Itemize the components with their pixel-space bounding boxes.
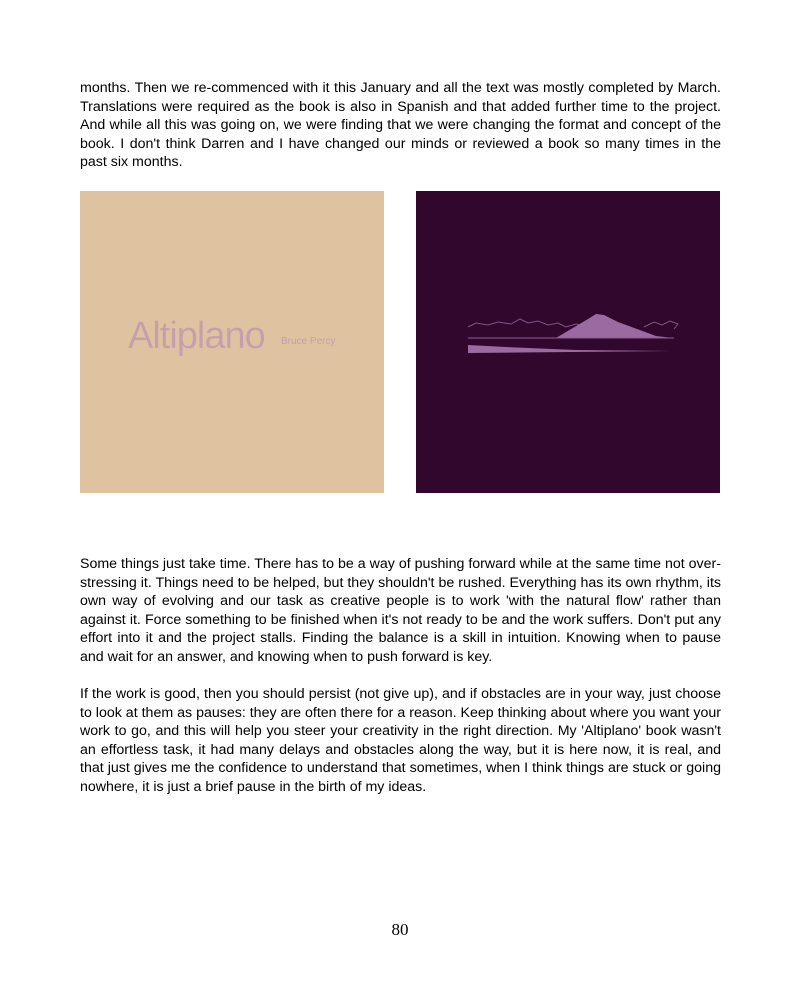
mountain-shape bbox=[556, 314, 673, 338]
page-number: 80 bbox=[391, 920, 409, 939]
paragraph-1: months. Then we re-commenced with it this January and all the text was mostly completed by March. Translations were required as the book is also in Spanish and that added further time to the project. And while all this was going on, we were finding that we were changing the format and concept of the book. I don't think Darren and I have changed our minds or reviewed a book so many times in the past six months. bbox=[80, 80, 721, 171]
mountain-landscape-icon bbox=[416, 191, 720, 493]
distant-ridge bbox=[468, 319, 588, 327]
paragraph-3: If the work is good, then you should persist (not give up), and if obstacles are in your way, just choose to look at them as pauses: they are often there for a reason. Keep thinking about where you want your work to go, and this will help you steer your creativity in the right direction. My 'Altiplano' book wasn't an effortless task, it had many delays and obstacles along the way, but it is here now, it is real, and that just gives me the confidence to understand that sometimes, when I think things are stuck or going nowhere, it is just a brief pause in the birth of my ideas. bbox=[80, 686, 721, 795]
water-reflection bbox=[468, 345, 671, 353]
book-front-cover bbox=[80, 191, 384, 493]
cover-author: Bruce Percy bbox=[281, 336, 336, 347]
paragraph-2: Some things just take time. There has to be a way of pushing forward while at the same time not over-stressing it. Things need to be helped, but they shouldn't be rushed. Everything has its own rhythm, its own way of evolving and our task as creative people is to work 'with the natural flow' rather than against it. Force something to be finished when it's not ready to be and the work suffers. Don't put any effort into it and the project stalls. Finding the balance is a skill in intuition. Knowing when to pause and wait for an answer, and knowing when to push forward is key. bbox=[80, 556, 721, 665]
cover-title: Altiplano bbox=[128, 315, 265, 357]
distant-ridge-right bbox=[644, 321, 678, 329]
book-back-cover bbox=[416, 191, 720, 493]
